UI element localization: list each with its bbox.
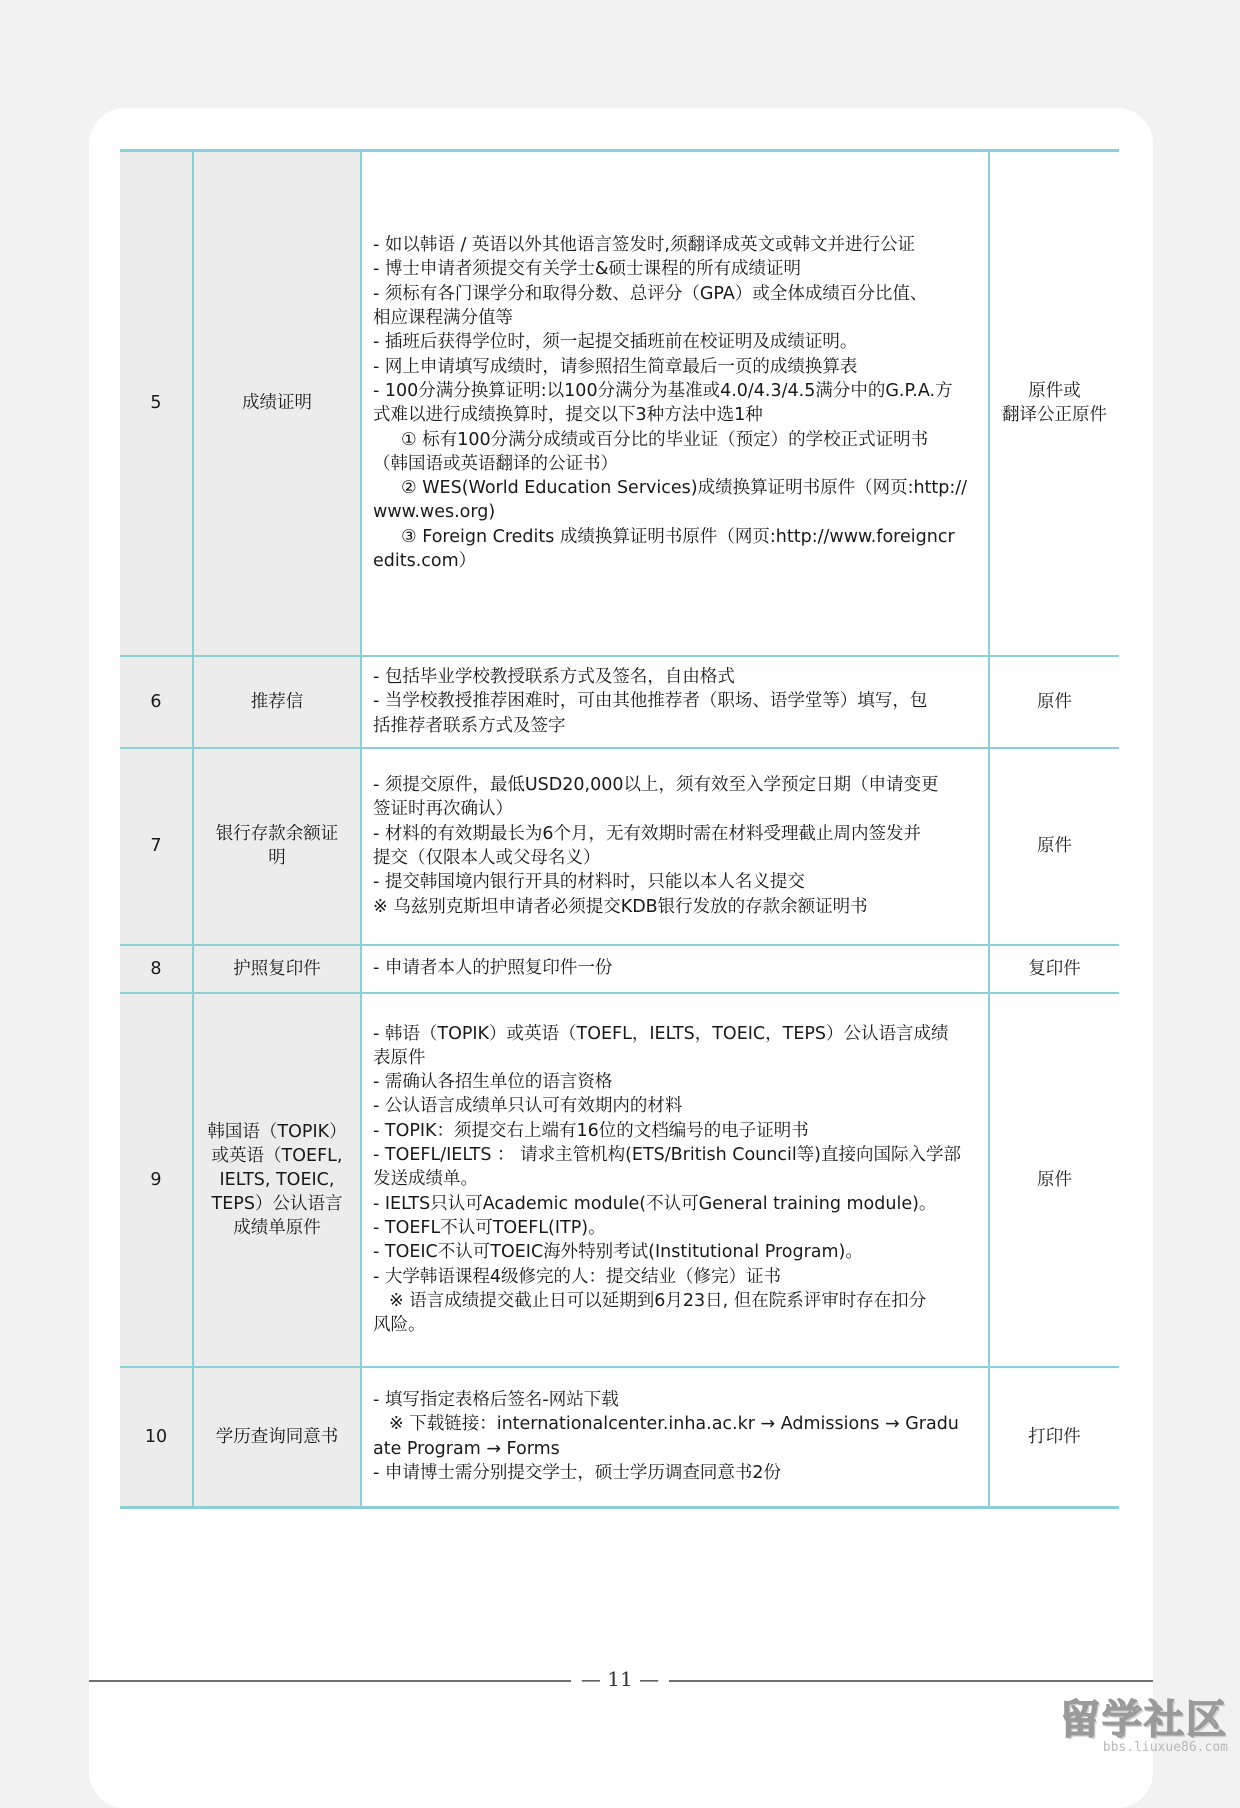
requirement-line: - 须标有各门课学分和取得分数、总评分（GPA）或全体成绩百分比值、 <box>373 283 928 304</box>
document-type-line: 翻译公正原件 <box>1002 405 1107 426</box>
document-name-line: 明 <box>268 848 286 868</box>
requirement-line: - 插班后获得学位时，须一起提交插班前在校证明及成绩证明。 <box>373 332 858 353</box>
watermark-logo: 留学社区 <box>1060 1697 1228 1743</box>
document-type-line: 原件 <box>1037 1169 1072 1190</box>
requirement-line: - 如以韩语 / 英语以外其他语言签发时,须翻译成英文或韩文并进行公证 <box>373 235 915 256</box>
document-name <box>193 945 361 993</box>
row-number: 7 <box>120 748 193 945</box>
document-type <box>989 1367 1119 1508</box>
document-type-line: 原件 <box>1037 691 1072 712</box>
row-number: 10 <box>120 1367 193 1508</box>
requirement-line: - 网上申请填写成绩时，请参照招生简章最后一页的成绩换算表 <box>373 356 858 377</box>
requirement-line: - IELTS只认可Academic module(不认可General training module)。 <box>373 1193 937 1214</box>
document-type-line: 原件或 <box>1028 381 1081 402</box>
document-type-line: 原件 <box>1037 836 1072 856</box>
document-requirements <box>361 993 989 1367</box>
document-requirements <box>361 656 989 748</box>
document-name-line: 护照复印件 <box>233 958 321 979</box>
document-name-line: 学历查询同意书 <box>215 1426 339 1447</box>
requirement-line: - 申请博士需分别提交学士，硕士学历调查同意书2份 <box>373 1463 782 1484</box>
requirement-line: - 填写指定表格后签名-网站下载 <box>373 1390 619 1411</box>
document-type <box>989 151 1119 656</box>
document-type <box>989 993 1119 1367</box>
document-name <box>193 151 361 656</box>
requirement-line: 签证时再次确认） <box>373 799 513 820</box>
requirement-line: - 100分满分换算证明:以100分满分为基准或4.0/4.3/4.5满分中的G.P.A.方 <box>373 380 953 401</box>
document-name-line: 推荐信 <box>250 691 304 712</box>
document-name-line: 韩国语（TOPIK） <box>207 1121 347 1142</box>
table-row <box>120 656 1119 748</box>
requirement-line: 风险。 <box>373 1315 426 1336</box>
document-name <box>193 748 361 945</box>
requirement-line: ② WES(World Education Services)成绩换算证明书原件（网页:http:// <box>401 478 968 499</box>
row-number: 8 <box>120 945 193 993</box>
table-row <box>120 151 1119 656</box>
requirement-line: 提交（仅限本人或父母名义） <box>373 848 601 868</box>
requirement-line: - TOEFL不认可TOEFL(ITP)。 <box>373 1217 606 1238</box>
requirement-line: - 须提交原件，最低USD20,000以上，须有效至入学预定日期（申请变更 <box>373 775 939 796</box>
table-row <box>120 945 1119 993</box>
requirement-line: - 博士申请者须提交有关学士&硕士课程的所有成绩证明 <box>373 259 802 280</box>
document-name-line: 银行存款余额证 <box>215 824 339 844</box>
requirement-line: 发送成绩单。 <box>373 1169 478 1190</box>
row-number: 6 <box>120 656 193 748</box>
watermark-url: bbs.liuxue86.com <box>1102 1740 1228 1755</box>
document-type-line: 打印件 <box>1028 1426 1081 1447</box>
table-row <box>120 748 1119 945</box>
row-number: 5 <box>120 151 193 656</box>
document-name-line: TEPS）公认语言 <box>211 1193 343 1214</box>
requirement-line: - 提交韩国境内银行开具的材料时，只能以本人名义提交 <box>373 872 805 893</box>
requirement-line: 括推荐者联系方式及签字 <box>373 715 566 736</box>
requirement-line: ※ 下载链接：internationalcenter.inha.ac.kr → Admissions → Gradu <box>389 1414 959 1435</box>
requirement-line: 相应课程满分值等 <box>373 308 513 329</box>
table-row <box>120 993 1119 1367</box>
document-requirements <box>361 151 989 656</box>
document-name-line: 或英语（TOEFL, <box>211 1145 343 1166</box>
page-number: — 11 — <box>0 1667 1240 1691</box>
document-name <box>193 1367 361 1508</box>
requirement-line: - 包括毕业学校教授联系方式及签名，自由格式 <box>373 667 735 688</box>
requirement-line: ③ Foreign Credits 成绩换算证明书原件（网页:http://www.foreigncr <box>401 526 955 547</box>
document-type <box>989 656 1119 748</box>
requirement-line: www.wes.org) <box>373 502 496 523</box>
table-row <box>120 1367 1119 1508</box>
document-requirements <box>361 1367 989 1508</box>
requirement-line: - 材料的有效期最长为6个月，无有效期时需在材料受理截止周内签发并 <box>373 823 922 844</box>
document-name-line: 成绩证明 <box>242 393 312 414</box>
document-requirements <box>361 748 989 945</box>
document-type <box>989 945 1119 993</box>
requirement-line: - TOPIK：须提交右上端有16位的文档编号的电子证明书 <box>373 1120 809 1141</box>
document-name <box>193 656 361 748</box>
requirement-line: （韩国语或英语翻译的公证书） <box>373 453 618 474</box>
requirement-line: - TOEFL/IELTS ： 请求主管机构(ETS/British Council等)直接向国际入学部 <box>373 1145 962 1166</box>
document-type <box>989 748 1119 945</box>
requirement-line: - 需确认各招生单位的语言资格 <box>373 1072 613 1093</box>
requirement-line: edits.com） <box>373 551 477 572</box>
requirement-line: ※ 语言成绩提交截止日可以延期到6月23日, 但在院系评审时存在扣分 <box>389 1290 927 1311</box>
requirement-line: ate Program → Forms <box>373 1438 560 1459</box>
requirement-line: - 韩语（TOPIK）或英语（TOEFL，IELTS，TOEIC，TEPS）公认语言成绩 <box>373 1023 949 1044</box>
document-name <box>193 993 361 1367</box>
requirement-line: - 当学校教授推荐困难时，可由其他推荐者（职场、语学堂等）填写，包 <box>373 691 928 712</box>
document-name-line: 成绩单原件 <box>233 1217 321 1238</box>
requirement-line: ① 标有100分满分成绩或百分比的毕业证（预定）的学校正式证明书 <box>401 429 929 450</box>
requirement-line: - TOEIC不认可TOEIC海外特别考试(Institutional Program)。 <box>373 1242 863 1263</box>
required-documents-table <box>120 149 1119 1509</box>
requirement-line: 表原件 <box>373 1047 426 1068</box>
requirement-line: - 公认语言成绩单只认可有效期内的材料 <box>373 1096 683 1117</box>
requirement-line: - 大学韩语课程4级修完的人：提交结业（修完）证书 <box>373 1266 782 1287</box>
row-number: 9 <box>120 993 193 1367</box>
requirement-line: ※ 乌兹别克斯坦申请者必须提交KDB银行发放的存款余额证明书 <box>373 896 868 917</box>
document-requirements <box>361 945 989 993</box>
requirement-line: - 申请者本人的护照复印件一份 <box>373 958 613 979</box>
document-name-line: IELTS, TOEIC, <box>219 1169 335 1190</box>
site-watermark <box>1060 1697 1228 1756</box>
document-type-line: 复印件 <box>1028 958 1081 979</box>
requirement-line: 式难以进行成绩换算时，提交以下3种方法中选1种 <box>373 405 763 426</box>
